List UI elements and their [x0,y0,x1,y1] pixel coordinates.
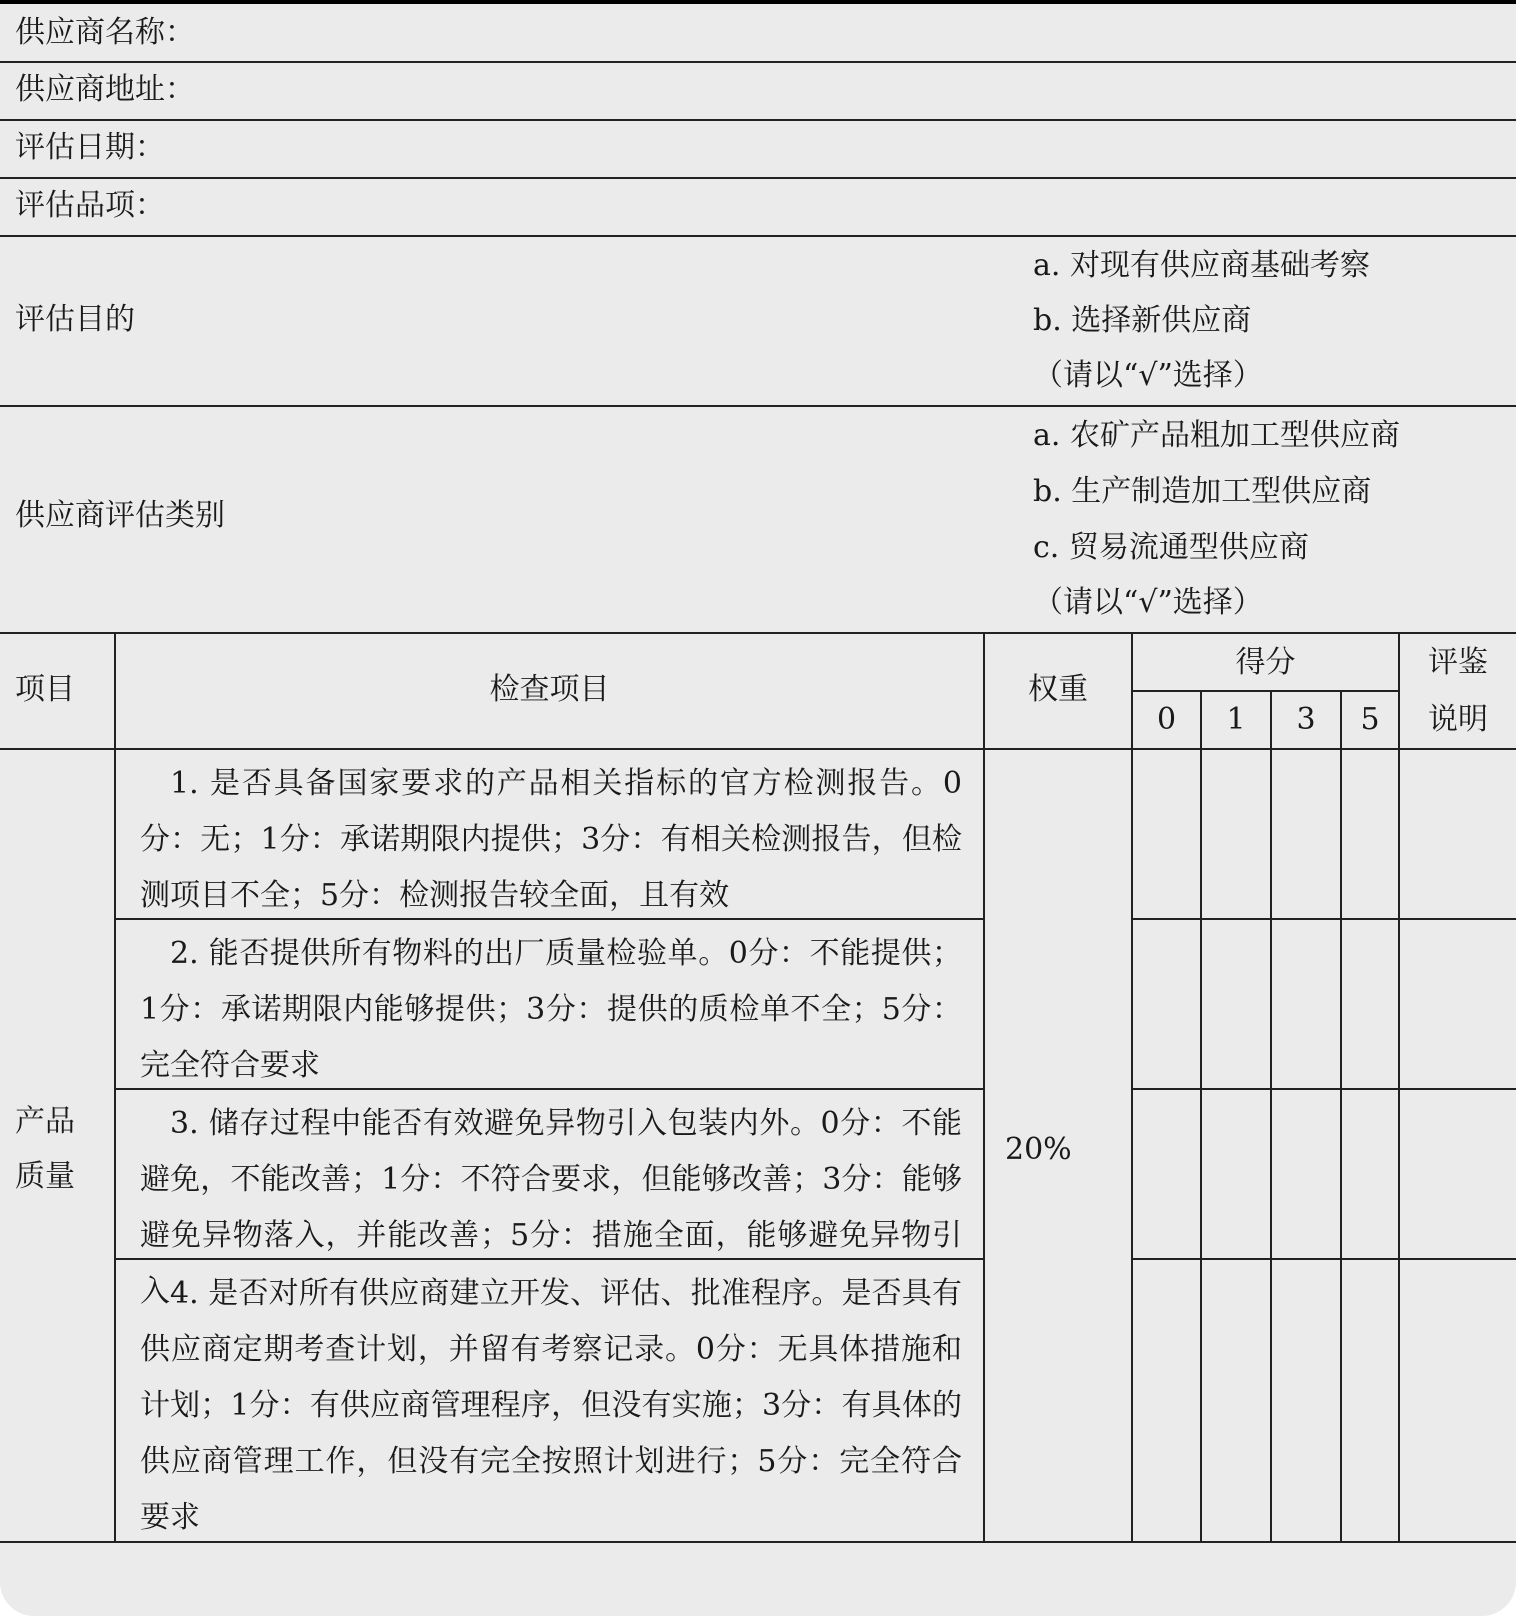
header-bottom-rule [0,748,1516,750]
supplier-category-label: 供应商评估类别 [15,498,225,533]
header-score-5: 5 [1360,702,1380,737]
eval-purpose-note: （请以“√”选择） [1033,358,1263,393]
header-score-1: 1 [1226,702,1246,737]
supplier-category-note: （请以“√”选择） [1033,585,1263,620]
score-rule-1 [1131,918,1516,920]
header-check-item: 检查项目 [489,672,610,707]
supplier-address-row[interactable] [0,63,1516,121]
score-rule-3 [1131,1258,1516,1260]
col-rule-weight [1131,634,1133,1543]
check-item-2-text: 2. 能否提供所有物料的出厂质量检验单。0分：不能提供；1分：承诺期限内能够提供；3分：提供的质检单不全；5分：完全符合要求 [140,936,962,1083]
supplier-name-label: 供应商名称： [15,15,195,50]
check-item-3-text: 3. 储存过程中能否有效避免异物引入包装内外。0分：不能避免，不能改善；1分：不符合要求，但能够改善；3分：能够避免异物落入，并能改善；5分：措施全面，能够避免异物引入 [140,1106,962,1309]
header-weight: 权重 [1028,672,1088,707]
eval-purpose-row [0,237,1516,407]
supplier-category-option-b[interactable]: b. 生产制造加工型供应商 [1033,474,1372,509]
header-score: 得分 [1235,645,1296,680]
eval-purpose-option-b[interactable]: b. 选择新供应商 [1033,303,1252,338]
score-subheader-rule [1131,690,1399,692]
score-rule-2 [1131,1088,1516,1090]
header-remark-line2: 说明 [1428,702,1488,737]
col-rule-score-1 [1270,690,1272,1543]
category-line1: 产品 [15,1104,75,1139]
header-remark-line1: 评鉴 [1428,645,1488,680]
check-item-2 [140,926,962,1094]
check-item-4 [140,1266,962,1546]
category-line2: 质量 [15,1159,75,1194]
check-item-4-text: 4. 是否对所有供应商建立开发、评估、批准程序。是否具有供应商定期考查计划，并留有考察记录。0分：无具体措施和计划；1分：有供应商管理程序，但没有实施；3分：有具体的供应商管理工作，但没有完全按照计划进行；5分：完全符合要求 [140,1276,962,1535]
supplier-address-label: 供应商地址： [15,72,195,107]
col-rule-score-3 [1340,690,1342,1543]
eval-purpose-label: 评估目的 [15,302,135,337]
col-rule-check [983,634,985,1543]
supplier-category-option-a[interactable]: a. 农矿产品粗加工型供应商 [1033,418,1400,453]
header-item: 项目 [15,672,75,707]
eval-item-label: 评估品项： [15,188,165,223]
supplier-name-row[interactable] [0,4,1516,63]
weight-value: 20% [1005,1132,1072,1167]
header-score-3: 3 [1296,702,1316,737]
eval-purpose-option-a[interactable]: a. 对现有供应商基础考察 [1033,248,1370,283]
header-score-0: 0 [1156,702,1177,737]
check-item-1 [140,756,962,924]
supplier-category-row [0,407,1516,634]
col-rule-score-5 [1398,634,1400,1543]
eval-item-row[interactable] [0,179,1516,237]
eval-date-label: 评估日期： [15,130,165,165]
supplier-category-option-c[interactable]: c. 贸易流通型供应商 [1033,530,1309,565]
check-item-1-text: 1. 是否具备国家要求的产品相关指标的官方检测报告。0分：无；1分：承诺期限内提供；3分：有相关检测报告，但检测项目不全；5分：检测报告较全面，且有效 [140,766,962,913]
eval-date-row[interactable] [0,121,1516,179]
col-rule-item [114,634,116,1543]
col-rule-score-0 [1200,690,1202,1543]
